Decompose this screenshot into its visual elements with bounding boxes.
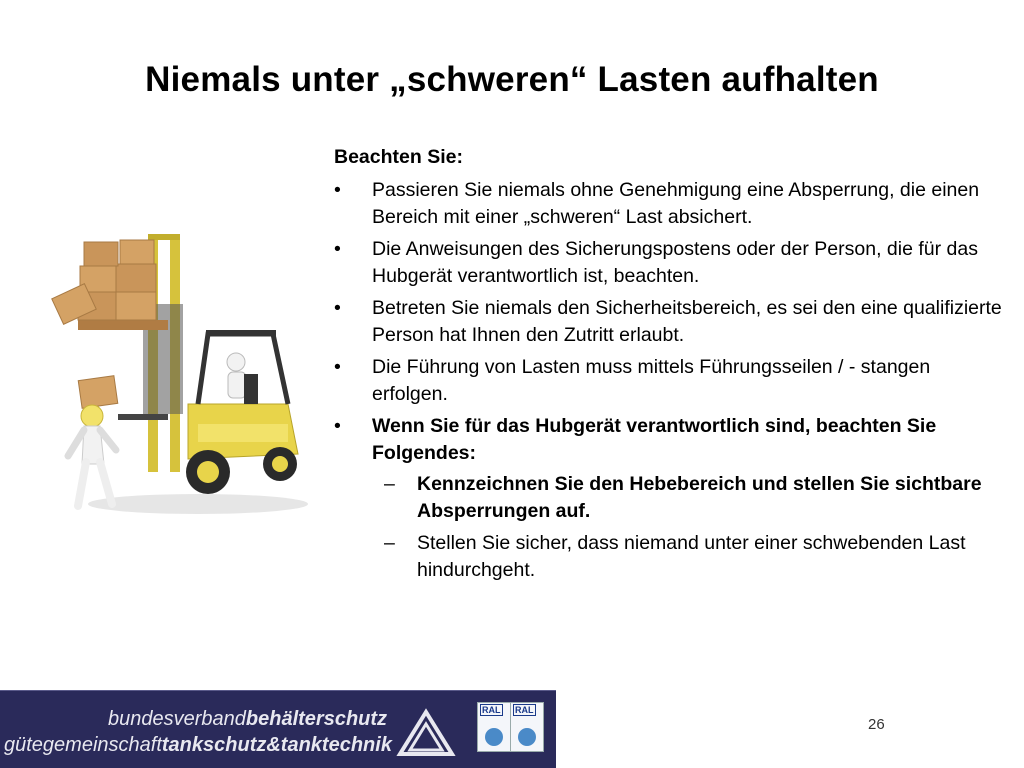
triangle-logo-icon: [396, 708, 456, 758]
ral-seal-label: RAL: [482, 705, 501, 715]
list-item: [334, 354, 1004, 408]
sub-bullet-list: [372, 471, 1004, 584]
sub-list-item: [372, 530, 1004, 584]
bullet-marker: •: [334, 356, 341, 378]
ral-seal-emblem: [511, 703, 543, 751]
footer-org-line-2: [4, 734, 392, 757]
footer-line1-regular: bundesverband: [108, 708, 246, 730]
bullet-marker: •: [334, 238, 341, 260]
list-item: [334, 295, 1004, 349]
bullet-text: Betreten Sie niemals den Sicherheitsbereich, es sei den eine qualifizierte Person hat Ihnen den Zutritt erlaubt.: [372, 297, 1002, 346]
sub-bullet-text: Kennzeichnen Sie den Hebebereich und stellen Sie sichtbare Absperrungen auf.: [417, 473, 982, 522]
page-number: 26: [868, 716, 885, 733]
bullet-marker: •: [334, 415, 341, 437]
sub-bullet-marker: –: [384, 532, 395, 554]
bullet-list: [334, 177, 1004, 584]
intro-label: Beachten Sie:: [334, 146, 463, 168]
list-item: [334, 413, 1004, 584]
slide-content: [334, 144, 1004, 589]
bullet-marker: •: [334, 179, 341, 201]
bullet-marker: •: [334, 297, 341, 319]
bullet-text: Wenn Sie für das Hubgerät verantwortlich sind, beachten Sie Folgendes:: [372, 415, 937, 464]
bullet-text: Passieren Sie niemals ohne Genehmigung eine Absperrung, die einen Bereich mit einer „schweren“ Last absichert.: [372, 179, 980, 228]
list-item: [334, 177, 1004, 231]
footer-divider: [0, 690, 556, 691]
bullet-text: Die Führung von Lasten muss mittels Führungsseilen / - stangen erfolgen.: [372, 356, 931, 405]
sub-bullet-text: Stellen Sie sicher, dass niemand unter einer schwebenden Last hindurchgeht.: [417, 532, 966, 581]
forklift-illustration: [48, 224, 310, 524]
ral-seal-label: RAL: [515, 705, 534, 715]
sub-bullet-marker: –: [384, 473, 395, 495]
ral-seal-icon: [477, 702, 511, 752]
bullet-text: Die Anweisungen des Sicherungspostens oder der Person, die für das Hubgerät verantwortlich ist, beachten.: [372, 238, 978, 287]
list-item: [334, 236, 1004, 290]
ral-seal-emblem: [478, 703, 510, 751]
footer-org-line-1: [108, 708, 387, 731]
sub-list-item: [372, 471, 1004, 525]
footer-line2-regular: gütegemeinschaft: [4, 734, 162, 756]
slide-title: Niemals unter „schweren“ Lasten aufhalten: [145, 60, 879, 99]
footer-line1-bold: behälterschutz: [245, 708, 388, 730]
footer-line2-bold: tankschutz&tanktechnik: [161, 734, 392, 756]
ral-seal-icon: [510, 702, 544, 752]
